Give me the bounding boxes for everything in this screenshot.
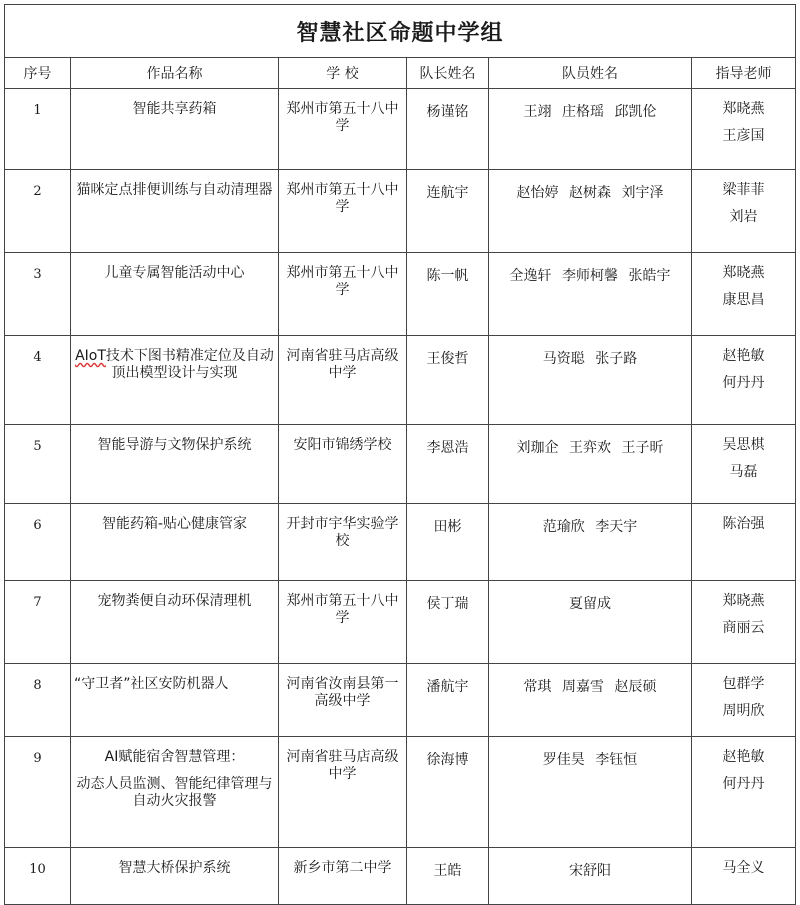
advisor-cell — [692, 848, 796, 905]
advisor-name: 包群学 — [722, 676, 765, 692]
table-row — [5, 425, 796, 504]
award-table-container — [4, 4, 795, 905]
header-row — [5, 58, 796, 89]
row-index: 10 — [5, 848, 71, 905]
table-row — [5, 848, 796, 905]
school-name: 开封市宇华实验学校 — [279, 504, 407, 581]
table-row — [5, 664, 796, 737]
table-row — [5, 253, 796, 336]
member-names: 马资聪 张子路 — [489, 336, 692, 425]
advisor-name: 何丹丹 — [722, 375, 765, 391]
advisor-name: 王彦国 — [722, 128, 765, 144]
member-names: 刘珈企 王弈欢 王子昕 — [489, 425, 692, 504]
advisor-name: 马磊 — [729, 464, 758, 480]
work-name — [71, 336, 279, 425]
advisor-name: 郑晓燕 — [722, 101, 765, 117]
school-name: 安阳市锦绣学校 — [279, 425, 407, 504]
school-name: 郑州市第五十八中学 — [279, 253, 407, 336]
advisor-name: 吴思棋 — [722, 437, 765, 453]
row-index: 6 — [5, 504, 71, 581]
work-name: “守卫者”社区安防机器人 — [71, 664, 279, 737]
leader-name: 徐海博 — [407, 737, 489, 848]
advisor-name: 梁菲菲 — [722, 182, 765, 198]
row-index: 5 — [5, 425, 71, 504]
member-names: 全逸轩 李师柯馨 张皓宇 — [489, 253, 692, 336]
member-names: 赵怡婷 赵树森 刘宇泽 — [489, 170, 692, 253]
work-name: 儿童专属智能活动中心 — [71, 253, 279, 336]
row-index: 1 — [5, 89, 71, 170]
member-names: 宋舒阳 — [489, 848, 692, 905]
header-members: 队员姓名 — [489, 58, 692, 89]
table-row — [5, 737, 796, 848]
advisor-cell — [692, 581, 796, 664]
advisor-name: 赵艳敏 — [722, 348, 765, 364]
header-leader: 队长姓名 — [407, 58, 489, 89]
advisor-name: 陈治强 — [722, 516, 765, 532]
leader-name: 田彬 — [407, 504, 489, 581]
advisor-cell — [692, 504, 796, 581]
header-school: 学 校 — [279, 58, 407, 89]
work-name-spellcheck: AIoT — [75, 348, 106, 364]
table-row — [5, 336, 796, 425]
advisor-name: 何丹丹 — [722, 776, 765, 792]
advisor-cell — [692, 336, 796, 425]
award-table — [4, 4, 796, 905]
advisor-name: 刘岩 — [729, 209, 758, 225]
work-name: 智能导游与文物保护系统 — [71, 425, 279, 504]
leader-name: 陈一帆 — [407, 253, 489, 336]
advisor-name: 郑晓燕 — [722, 593, 765, 609]
row-index: 2 — [5, 170, 71, 253]
advisor-name: 商丽云 — [722, 620, 765, 636]
member-names: 范瑜欣 李天宇 — [489, 504, 692, 581]
advisor-name: 赵艳敏 — [722, 749, 765, 765]
work-name-rest: 技术下图书精准定位及自动顶出模型设计与实现 — [105, 348, 274, 381]
table-row — [5, 170, 796, 253]
table-row — [5, 89, 796, 170]
header-index: 序号 — [5, 58, 71, 89]
row-index: 4 — [5, 336, 71, 425]
table-row — [5, 581, 796, 664]
table-title: 智慧社区命题中学组 — [5, 5, 796, 58]
work-name-line1: AI赋能宿舍智慧管理： — [104, 749, 245, 765]
advisor-cell — [692, 253, 796, 336]
leader-name: 杨谨铭 — [407, 89, 489, 170]
row-index: 3 — [5, 253, 71, 336]
member-names: 罗佳昊 李钰恒 — [489, 737, 692, 848]
advisor-cell — [692, 737, 796, 848]
leader-name: 潘航宇 — [407, 664, 489, 737]
work-name — [71, 737, 279, 848]
header-advisor: 指导老师 — [692, 58, 796, 89]
advisor-name: 康思昌 — [722, 292, 765, 308]
row-index: 7 — [5, 581, 71, 664]
member-names: 夏留成 — [489, 581, 692, 664]
leader-name: 王俊哲 — [407, 336, 489, 425]
school-name: 郑州市第五十八中学 — [279, 581, 407, 664]
leader-name: 王皓 — [407, 848, 489, 905]
table-row — [5, 504, 796, 581]
school-name: 河南省驻马店高级中学 — [279, 737, 407, 848]
work-name: 宠物粪便自动环保清理机 — [71, 581, 279, 664]
member-names: 常琪 周嘉雪 赵辰硕 — [489, 664, 692, 737]
advisor-name: 周明欣 — [722, 703, 765, 719]
school-name: 河南省汝南县第一高级中学 — [279, 664, 407, 737]
member-names: 王翊 庄格瑶 邱凯伦 — [489, 89, 692, 170]
work-name: 智能药箱-贴心健康管家 — [71, 504, 279, 581]
work-name: 智慧大桥保护系统 — [71, 848, 279, 905]
advisor-cell — [692, 664, 796, 737]
header-work: 作品名称 — [71, 58, 279, 89]
school-name: 郑州市第五十八中学 — [279, 89, 407, 170]
row-index: 9 — [5, 737, 71, 848]
school-name: 新乡市第二中学 — [279, 848, 407, 905]
work-name: 猫咪定点排便训练与自动清理器 — [71, 170, 279, 253]
row-index: 8 — [5, 664, 71, 737]
work-name: 智能共享药箱 — [71, 89, 279, 170]
advisor-cell — [692, 89, 796, 170]
advisor-name: 马全义 — [722, 860, 765, 876]
advisor-cell — [692, 170, 796, 253]
advisor-name: 郑晓燕 — [722, 265, 765, 281]
school-name: 郑州市第五十八中学 — [279, 170, 407, 253]
leader-name: 李恩浩 — [407, 425, 489, 504]
leader-name: 连航宇 — [407, 170, 489, 253]
advisor-cell — [692, 425, 796, 504]
leader-name: 侯丁瑞 — [407, 581, 489, 664]
school-name: 河南省驻马店高级中学 — [279, 336, 407, 425]
work-name-line2: 动态人员监测、智能纪律管理与自动火灾报警 — [76, 776, 273, 809]
